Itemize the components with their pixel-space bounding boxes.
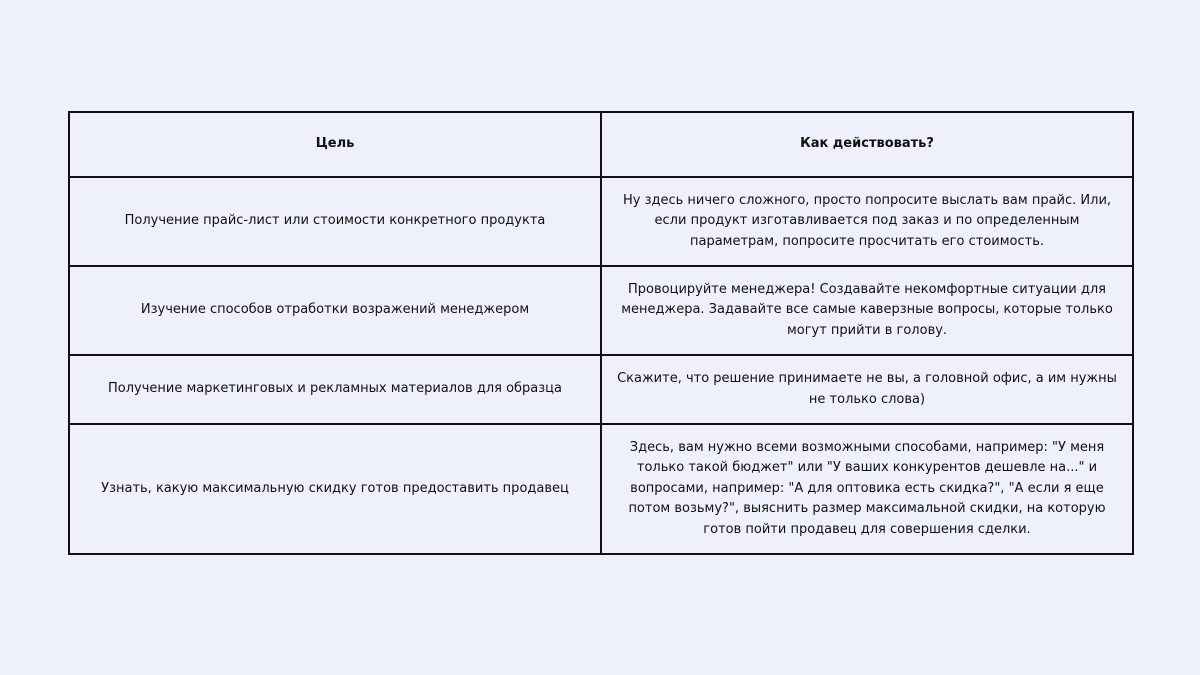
cell-action: Провоцируйте менеджера! Создавайте некомфортные ситуации для менеджера. Задавайте все самые каверзные вопросы, которые только могут прийти в голову. [601,266,1133,355]
goals-table-container [68,111,1132,555]
cell-action: Скажите, что решение принимаете не вы, а головной офис, а им нужны не только слова) [601,355,1133,424]
table-row [69,355,1133,424]
table-row [69,266,1133,355]
header-action: Как действовать? [601,112,1133,177]
goals-table [68,111,1134,555]
table-row [69,424,1133,554]
table-header-row [69,112,1133,177]
header-goal: Цель [69,112,601,177]
cell-goal: Получение прайс-лист или стоимости конкретного продукта [69,177,601,266]
cell-goal: Получение маркетинговых и рекламных материалов для образца [69,355,601,424]
cell-goal: Узнать, какую максимальную скидку готов предоставить продавец [69,424,601,554]
table-row [69,177,1133,266]
cell-action: Здесь, вам нужно всеми возможными способами, например: "У меня только такой бюджет" или "У ваших конкурентов дешевле на..." и вопросами, например: "А для оптовика есть скидка?", "А если я еще потом возьму?", выяснить размер максимальной скидки, на которую готов пойти продавец для совершения сделки. [601,424,1133,554]
cell-action: Ну здесь ничего сложного, просто попросите выслать вам прайс. Или, если продукт изготавливается под заказ и по определенным параметрам, попросите просчитать его стоимость. [601,177,1133,266]
cell-goal: Изучение способов отработки возражений менеджером [69,266,601,355]
